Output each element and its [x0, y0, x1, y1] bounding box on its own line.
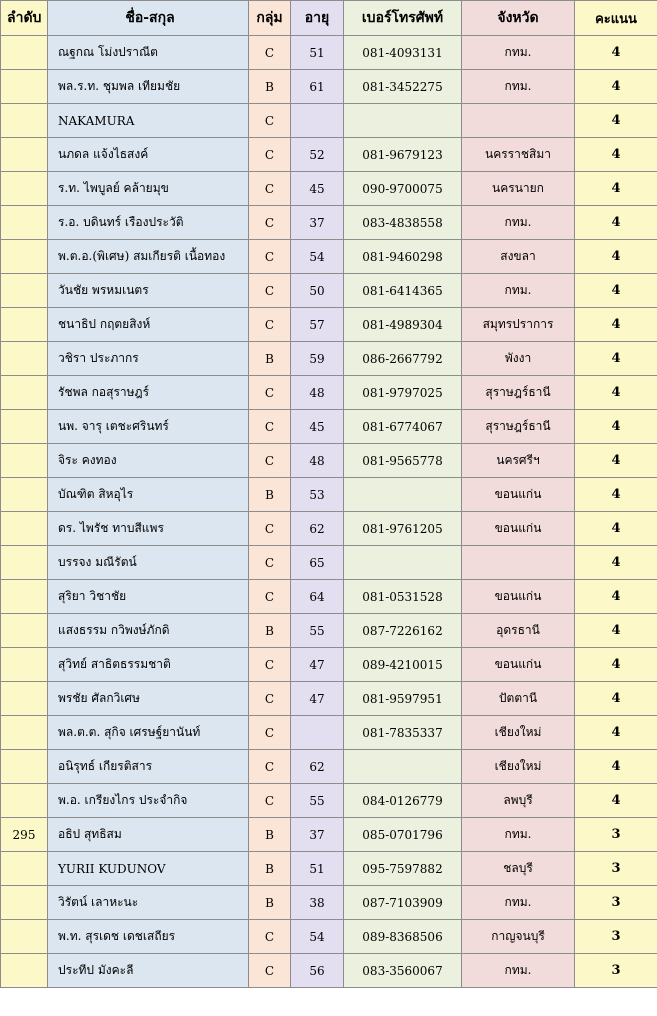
- group-cell: B: [249, 886, 291, 920]
- name-cell: พ.ต.อ.(พิเศษ) สมเกียรติ เนื้อทอง: [48, 240, 249, 274]
- table-row: [1, 818, 657, 852]
- age-cell: 54: [291, 240, 344, 274]
- score-cell: 3: [575, 954, 657, 988]
- age-cell: 50: [291, 274, 344, 308]
- name-cell: พ.อ. เกรียงไกร ประจำกิจ: [48, 784, 249, 818]
- phone-cell: 081-9597951: [344, 682, 462, 716]
- score-cell: 4: [575, 716, 657, 750]
- phone-cell: 081-9460298: [344, 240, 462, 274]
- group-cell: C: [249, 750, 291, 784]
- table-row: [1, 716, 657, 750]
- phone-cell: 090-9700075: [344, 172, 462, 206]
- phone-cell: 081-4989304: [344, 308, 462, 342]
- rank-cell: [1, 342, 48, 376]
- name-cell: สุริยา วิชาชัย: [48, 580, 249, 614]
- age-cell: 61: [291, 70, 344, 104]
- rank-cell: [1, 784, 48, 818]
- phone-cell: 081-9679123: [344, 138, 462, 172]
- header-group: กลุ่ม: [249, 1, 291, 36]
- rank-cell: [1, 750, 48, 784]
- phone-cell: 089-4210015: [344, 648, 462, 682]
- score-cell: 4: [575, 342, 657, 376]
- score-cell: 4: [575, 546, 657, 580]
- rank-cell: [1, 172, 48, 206]
- table-row: [1, 478, 657, 512]
- score-cell: 4: [575, 138, 657, 172]
- rank-cell: [1, 614, 48, 648]
- rank-cell: [1, 240, 48, 274]
- province-cell: กทม.: [462, 36, 575, 70]
- phone-cell: 087-7103909: [344, 886, 462, 920]
- province-cell: กทม.: [462, 206, 575, 240]
- header-province: จังหวัด: [462, 1, 575, 36]
- table-row: [1, 138, 657, 172]
- province-cell: สุราษฎร์ธานี: [462, 410, 575, 444]
- score-cell: 3: [575, 852, 657, 886]
- table-row: [1, 546, 657, 580]
- name-cell: NAKAMURA: [48, 104, 249, 138]
- name-cell: วิรัตน์ เลาหะนะ: [48, 886, 249, 920]
- rank-cell: [1, 648, 48, 682]
- phone-cell: [344, 478, 462, 512]
- group-cell: C: [249, 240, 291, 274]
- group-cell: B: [249, 342, 291, 376]
- group-cell: C: [249, 444, 291, 478]
- name-cell: วชิรา ประภากร: [48, 342, 249, 376]
- name-cell: นพ. จารุ เตชะศรินทร์: [48, 410, 249, 444]
- name-cell: พล.ร.ท. ชุมพล เทียมชัย: [48, 70, 249, 104]
- table-row: [1, 512, 657, 546]
- province-cell: กาญจนบุรี: [462, 920, 575, 954]
- province-cell: กทม.: [462, 818, 575, 852]
- province-cell: ขอนแก่น: [462, 478, 575, 512]
- name-cell: สุวิทย์ สาธิตธรรมชาติ: [48, 648, 249, 682]
- phone-cell: 085-0701796: [344, 818, 462, 852]
- header-score: คะแนน: [575, 1, 657, 36]
- phone-cell: 089-8368506: [344, 920, 462, 954]
- group-cell: B: [249, 614, 291, 648]
- score-cell: 4: [575, 36, 657, 70]
- rank-cell: [1, 206, 48, 240]
- rank-cell: 295: [1, 818, 48, 852]
- table-row: [1, 614, 657, 648]
- table-row: [1, 444, 657, 478]
- name-cell: พ.ท. สุรเดช เดชเสถียร: [48, 920, 249, 954]
- group-cell: C: [249, 308, 291, 342]
- province-cell: ขอนแก่น: [462, 580, 575, 614]
- age-cell: 48: [291, 376, 344, 410]
- age-cell: 47: [291, 648, 344, 682]
- phone-cell: 083-4838558: [344, 206, 462, 240]
- province-cell: สมุทรปราการ: [462, 308, 575, 342]
- province-cell: อุดรธานี: [462, 614, 575, 648]
- rank-cell: [1, 444, 48, 478]
- group-cell: C: [249, 410, 291, 444]
- group-cell: C: [249, 954, 291, 988]
- name-cell: วันชัย พรหมเนตร: [48, 274, 249, 308]
- table-row: [1, 274, 657, 308]
- header-rank: ลำดับ: [1, 1, 48, 36]
- rank-cell: [1, 682, 48, 716]
- age-cell: 55: [291, 784, 344, 818]
- table-row: [1, 682, 657, 716]
- table-row: [1, 206, 657, 240]
- rank-cell: [1, 954, 48, 988]
- age-cell: 37: [291, 818, 344, 852]
- rank-cell: [1, 546, 48, 580]
- group-cell: C: [249, 274, 291, 308]
- phone-cell: 095-7597882: [344, 852, 462, 886]
- province-cell: ขอนแก่น: [462, 512, 575, 546]
- group-cell: B: [249, 478, 291, 512]
- province-cell: กทม.: [462, 70, 575, 104]
- table-row: [1, 920, 657, 954]
- score-cell: 4: [575, 614, 657, 648]
- group-cell: C: [249, 172, 291, 206]
- age-cell: 51: [291, 36, 344, 70]
- phone-cell: 081-6774067: [344, 410, 462, 444]
- province-cell: เชียงใหม่: [462, 750, 575, 784]
- score-cell: 4: [575, 750, 657, 784]
- age-cell: 45: [291, 410, 344, 444]
- age-cell: 65: [291, 546, 344, 580]
- header-name: ชื่อ-สกุล: [48, 1, 249, 36]
- age-cell: 62: [291, 512, 344, 546]
- name-cell: ณฐกณ โม่งปราณีต: [48, 36, 249, 70]
- age-cell: 48: [291, 444, 344, 478]
- age-cell: 53: [291, 478, 344, 512]
- rank-cell: [1, 852, 48, 886]
- table-row: [1, 376, 657, 410]
- group-cell: B: [249, 70, 291, 104]
- age-cell: 59: [291, 342, 344, 376]
- table-row: [1, 308, 657, 342]
- province-cell: ขอนแก่น: [462, 648, 575, 682]
- group-cell: C: [249, 682, 291, 716]
- rank-cell: [1, 104, 48, 138]
- province-cell: [462, 546, 575, 580]
- score-cell: 4: [575, 784, 657, 818]
- phone-cell: 081-9761205: [344, 512, 462, 546]
- score-cell: 4: [575, 648, 657, 682]
- rank-cell: [1, 580, 48, 614]
- rank-cell: [1, 70, 48, 104]
- score-cell: 3: [575, 818, 657, 852]
- phone-cell: 081-7835337: [344, 716, 462, 750]
- score-cell: 4: [575, 512, 657, 546]
- rank-cell: [1, 274, 48, 308]
- province-cell: ลพบุรี: [462, 784, 575, 818]
- group-cell: C: [249, 920, 291, 954]
- phone-cell: 081-9797025: [344, 376, 462, 410]
- age-cell: 45: [291, 172, 344, 206]
- phone-cell: 084-0126779: [344, 784, 462, 818]
- table-row: [1, 240, 657, 274]
- province-cell: นครศรีฯ: [462, 444, 575, 478]
- group-cell: C: [249, 580, 291, 614]
- phone-cell: 087-7226162: [344, 614, 462, 648]
- group-cell: C: [249, 546, 291, 580]
- score-cell: 3: [575, 920, 657, 954]
- group-cell: C: [249, 784, 291, 818]
- header-phone: เบอร์โทรศัพท์: [344, 1, 462, 36]
- group-cell: B: [249, 818, 291, 852]
- score-cell: 4: [575, 308, 657, 342]
- table-row: [1, 104, 657, 138]
- score-cell: 4: [575, 376, 657, 410]
- name-cell: รัชพล กอสุราษฎร์: [48, 376, 249, 410]
- score-cell: 4: [575, 172, 657, 206]
- rank-cell: [1, 376, 48, 410]
- age-cell: 52: [291, 138, 344, 172]
- table-row: [1, 36, 657, 70]
- age-cell: 47: [291, 682, 344, 716]
- rank-cell: [1, 716, 48, 750]
- rank-cell: [1, 308, 48, 342]
- score-cell: 4: [575, 444, 657, 478]
- header-age: อายุ: [291, 1, 344, 36]
- table-row: [1, 410, 657, 444]
- rank-cell: [1, 920, 48, 954]
- phone-cell: [344, 104, 462, 138]
- age-cell: 54: [291, 920, 344, 954]
- age-cell: 56: [291, 954, 344, 988]
- score-cell: 4: [575, 410, 657, 444]
- group-cell: B: [249, 852, 291, 886]
- table-row: [1, 172, 657, 206]
- name-cell: บรรจง มณีรัตน์: [48, 546, 249, 580]
- name-cell: บัณฑิต สิหอุไร: [48, 478, 249, 512]
- age-cell: 57: [291, 308, 344, 342]
- province-cell: สุราษฎร์ธานี: [462, 376, 575, 410]
- name-cell: ร.ท. ไพบูลย์ คล้ายมุข: [48, 172, 249, 206]
- province-cell: กทม.: [462, 274, 575, 308]
- rank-cell: [1, 512, 48, 546]
- name-cell: ชนาธิป กฤตยสิงห์: [48, 308, 249, 342]
- province-cell: [462, 104, 575, 138]
- province-cell: เชียงใหม่: [462, 716, 575, 750]
- group-cell: C: [249, 648, 291, 682]
- score-cell: 4: [575, 206, 657, 240]
- table-row: [1, 70, 657, 104]
- phone-cell: 081-4093131: [344, 36, 462, 70]
- score-cell: 4: [575, 274, 657, 308]
- group-cell: C: [249, 512, 291, 546]
- table-row: [1, 750, 657, 784]
- phone-cell: 081-3452275: [344, 70, 462, 104]
- score-cell: 4: [575, 240, 657, 274]
- table-row: [1, 342, 657, 376]
- name-cell: ดร. ไพรัช ทาบสีแพร: [48, 512, 249, 546]
- name-cell: อนิรุทธ์ เกียรติสาร: [48, 750, 249, 784]
- rank-cell: [1, 36, 48, 70]
- group-cell: C: [249, 36, 291, 70]
- table-header: [1, 1, 657, 36]
- phone-cell: [344, 546, 462, 580]
- name-cell: ร.อ. บดินทร์ เรืองประวัติ: [48, 206, 249, 240]
- group-cell: C: [249, 104, 291, 138]
- name-cell: พล.ต.ต. สุกิจ เศรษฐ์ยานันท์: [48, 716, 249, 750]
- province-cell: พังงา: [462, 342, 575, 376]
- table-row: [1, 784, 657, 818]
- age-cell: 38: [291, 886, 344, 920]
- province-cell: นครนายก: [462, 172, 575, 206]
- province-cell: กทม.: [462, 886, 575, 920]
- score-cell: 4: [575, 104, 657, 138]
- table-row: [1, 954, 657, 988]
- age-cell: [291, 104, 344, 138]
- group-cell: C: [249, 716, 291, 750]
- province-cell: กทม.: [462, 954, 575, 988]
- name-cell: ประทีป มังคะลี: [48, 954, 249, 988]
- name-cell: นภดล แจ้งไธสงค์: [48, 138, 249, 172]
- age-cell: 51: [291, 852, 344, 886]
- name-cell: แสงธรรม กวิพงษ์ภักดิ: [48, 614, 249, 648]
- group-cell: C: [249, 206, 291, 240]
- age-cell: 37: [291, 206, 344, 240]
- score-cell: 4: [575, 580, 657, 614]
- table-row: [1, 852, 657, 886]
- score-cell: 3: [575, 886, 657, 920]
- rank-cell: [1, 478, 48, 512]
- group-cell: C: [249, 138, 291, 172]
- table-body: [1, 36, 657, 988]
- phone-cell: 081-9565778: [344, 444, 462, 478]
- name-cell: พรชัย ศัลกวิเศษ: [48, 682, 249, 716]
- phone-cell: 081-6414365: [344, 274, 462, 308]
- province-cell: ชลบุรี: [462, 852, 575, 886]
- province-cell: ปัตตานี: [462, 682, 575, 716]
- phone-cell: 081-0531528: [344, 580, 462, 614]
- name-cell: อธิป สุทธิสม: [48, 818, 249, 852]
- age-cell: 55: [291, 614, 344, 648]
- rank-cell: [1, 138, 48, 172]
- table-row: [1, 648, 657, 682]
- province-cell: นครราชสิมา: [462, 138, 575, 172]
- score-cell: 4: [575, 682, 657, 716]
- score-cell: 4: [575, 478, 657, 512]
- age-cell: [291, 716, 344, 750]
- table-row: [1, 580, 657, 614]
- name-cell: จิระ คงทอง: [48, 444, 249, 478]
- header-row: [1, 1, 657, 36]
- name-cell: YURII KUDUNOV: [48, 852, 249, 886]
- score-cell: 4: [575, 70, 657, 104]
- phone-cell: 083-3560067: [344, 954, 462, 988]
- phone-cell: [344, 750, 462, 784]
- province-cell: สงขลา: [462, 240, 575, 274]
- rank-cell: [1, 886, 48, 920]
- phone-cell: 086-2667792: [344, 342, 462, 376]
- age-cell: 64: [291, 580, 344, 614]
- table-row: [1, 886, 657, 920]
- age-cell: 62: [291, 750, 344, 784]
- rank-cell: [1, 410, 48, 444]
- group-cell: C: [249, 376, 291, 410]
